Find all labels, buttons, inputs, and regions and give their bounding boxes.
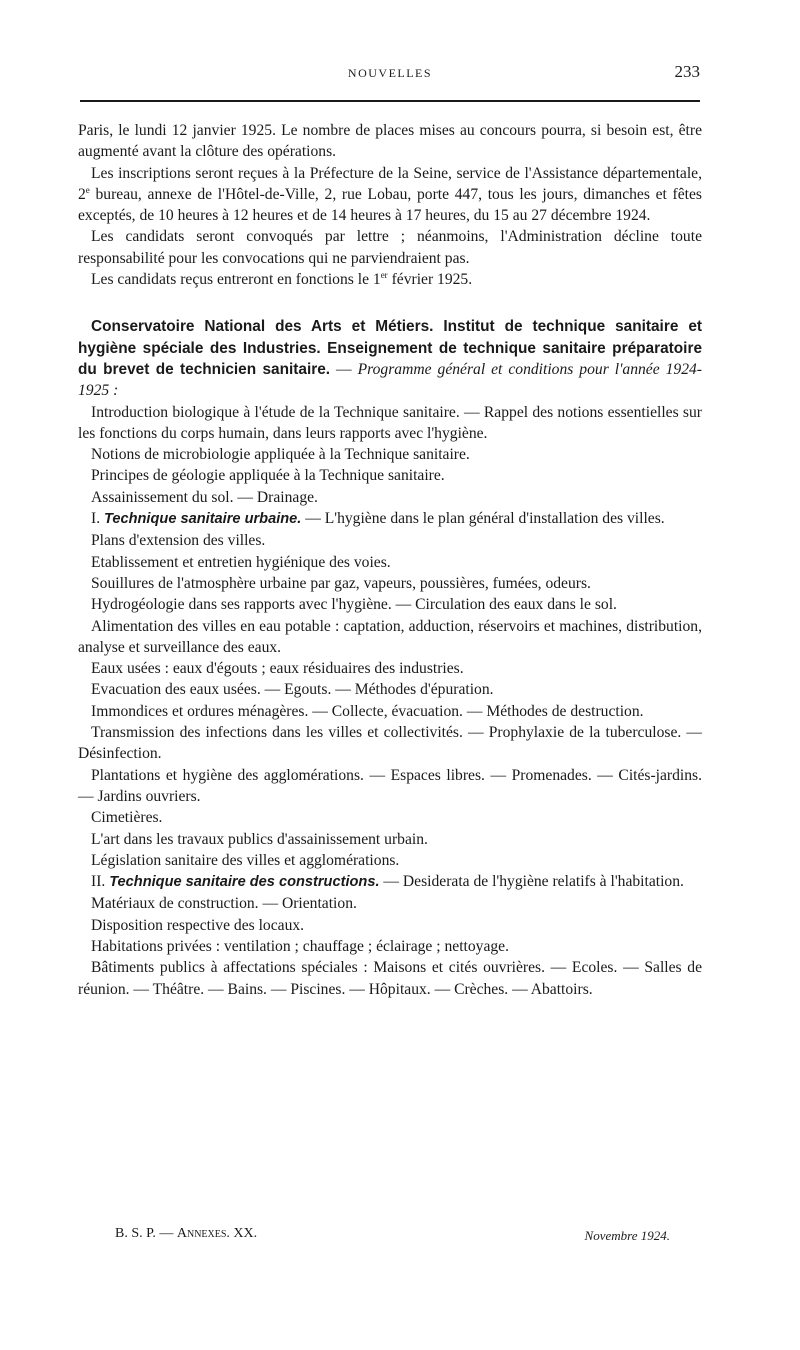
line-disposition: Disposition respective des locaux. bbox=[91, 916, 305, 934]
line-alimentation: Alimentation des villes en eau potable : captation, adduction, réservoirs et machines, distribution, analyse et surveillance des eaux. bbox=[78, 617, 702, 656]
footer-annexes: Annexes. XX. bbox=[176, 1226, 258, 1241]
paragraph-inscriptions-b: bureau, annexe de l'Hôtel-de-Ville, 2, rue Lobau, porte 447, tous les jours, dimanches et fêtes exceptés, de 10 heures à 12 heures et de 14 heures à 17 heures, du 15 au 27 décembre 1924. bbox=[78, 185, 702, 225]
line-hydrogeologie: Hydrogéologie dans ses rapports avec l'hygiène. — Circulation des eaux dans le sol. bbox=[91, 596, 617, 614]
paragraph-fonctions bbox=[78, 269, 702, 290]
paragraph-inscriptions-a: Les inscriptions seront reçues à la Préfecture de la Seine, service de l'Assistance départementale, 2 bbox=[78, 164, 702, 203]
paragraph-convocations: Les candidats seront convoqués par lettre ; néanmoins, l'Administration décline toute responsabilité pour les convocations qui ne parviendraient pas. bbox=[78, 228, 702, 267]
page-header bbox=[80, 60, 700, 102]
part-two-text: — Desiderata de l'hygiène relatifs à l'habitation. bbox=[379, 873, 684, 891]
paragraph-fonctions-b: février 1925. bbox=[387, 271, 473, 289]
part-two-number: II. bbox=[91, 873, 110, 891]
section-heading: Conservatoire National des Arts et Métiers. Institut de technique sanitaire et hygiène spéciale des Industries. Enseignement de technique sanitaire préparatoire du brevet de technicien sanitaire. bbox=[78, 318, 702, 378]
paragraph-fonctions-a: Les candidats reçus entreront en fonctions le 1 bbox=[91, 271, 381, 289]
line-assainissement: Assainissement du sol. — Drainage. bbox=[91, 488, 318, 506]
line-materiaux: Matériaux de construction. — Orientation. bbox=[91, 895, 357, 913]
line-voies: Etablissement et entretien hygiénique des voies. bbox=[91, 553, 391, 571]
line-legislation: Législation sanitaire des villes et agglomérations. bbox=[91, 851, 400, 869]
body-text bbox=[78, 120, 702, 1000]
line-immondices: Immondices et ordures ménagères. — Collecte, évacuation. — Méthodes de destruction. bbox=[91, 702, 644, 720]
running-title: NOUVELLES bbox=[347, 66, 433, 80]
part-one-text: — L'hygiène dans le plan général d'installation des villes. bbox=[301, 510, 665, 528]
line-microbiologie: Notions de microbiologie appliquée à la Technique sanitaire. bbox=[91, 446, 470, 464]
line-habitations: Habitations privées : ventilation ; chauffage ; éclairage ; nettoyage. bbox=[91, 937, 509, 955]
line-geologie: Principes de géologie appliquée à la Technique sanitaire. bbox=[91, 467, 445, 485]
footer-left bbox=[115, 1226, 257, 1242]
line-evacuation: Evacuation des eaux usées. — Egouts. — Méthodes d'épuration. bbox=[91, 681, 494, 699]
line-souillures: Souillures de l'atmosphère urbaine par gaz, vapeurs, poussières, fumées, odeurs. bbox=[91, 574, 591, 592]
line-cimetieres: Cimetières. bbox=[91, 809, 163, 827]
line-art: L'art dans les travaux publics d'assainissement urbain. bbox=[91, 830, 428, 848]
part-one-number: I. bbox=[91, 510, 104, 528]
footer-date: Novembre 1924. bbox=[584, 1228, 670, 1243]
line-eaux-usees: Eaux usées : eaux d'égouts ; eaux résiduaires des industries. bbox=[91, 660, 464, 678]
footer-bsp: B. S. P. — bbox=[115, 1226, 177, 1241]
section-heading-dash: — bbox=[330, 360, 358, 378]
section-gap bbox=[78, 290, 702, 316]
programme-line: Programme général et conditions pour l'année 1924-1925 : bbox=[78, 360, 702, 400]
section-heading-paragraph bbox=[78, 316, 702, 401]
superscript-er: er bbox=[380, 269, 388, 280]
page-number: 233 bbox=[674, 62, 700, 81]
line-batiments: Bâtiments publics à affectations spéciales : Maisons et cités ouvrières. — Ecoles. — Salles de réunion. — Théâtre. — Bains. — Piscines. — Hôpitaux. — Crèches. — Abattoirs. bbox=[78, 959, 702, 998]
line-plantations: Plantations et hygiène des agglomérations. — Espaces libres. — Promenades. — Cités-jardins. — Jardins ouvriers. bbox=[78, 766, 702, 805]
paragraph-paris: Paris, le lundi 12 janvier 1925. Le nombre de places mises au concours pourra, si besoin est, être augmenté avant la clôture des opérations. bbox=[78, 122, 702, 161]
part-two-title: Technique sanitaire des constructions. bbox=[109, 874, 380, 891]
line-introduction: Introduction biologique à l'étude de la Technique sanitaire. — Rappel des notions essentielles sur les fonctions du corps humain, dans leurs rapports avec l'hygiène. bbox=[78, 403, 702, 442]
superscript-e: e bbox=[85, 184, 90, 195]
part-two-paragraph bbox=[78, 871, 702, 893]
part-one-paragraph bbox=[78, 508, 702, 530]
paragraph-inscriptions bbox=[78, 163, 702, 227]
line-extension: Plans d'extension des villes. bbox=[91, 532, 266, 550]
part-one-title: Technique sanitaire urbaine. bbox=[104, 511, 302, 528]
line-transmission: Transmission des infections dans les villes et collectivités. — Prophylaxie de la tuberculose. — Désinfection. bbox=[78, 724, 702, 763]
